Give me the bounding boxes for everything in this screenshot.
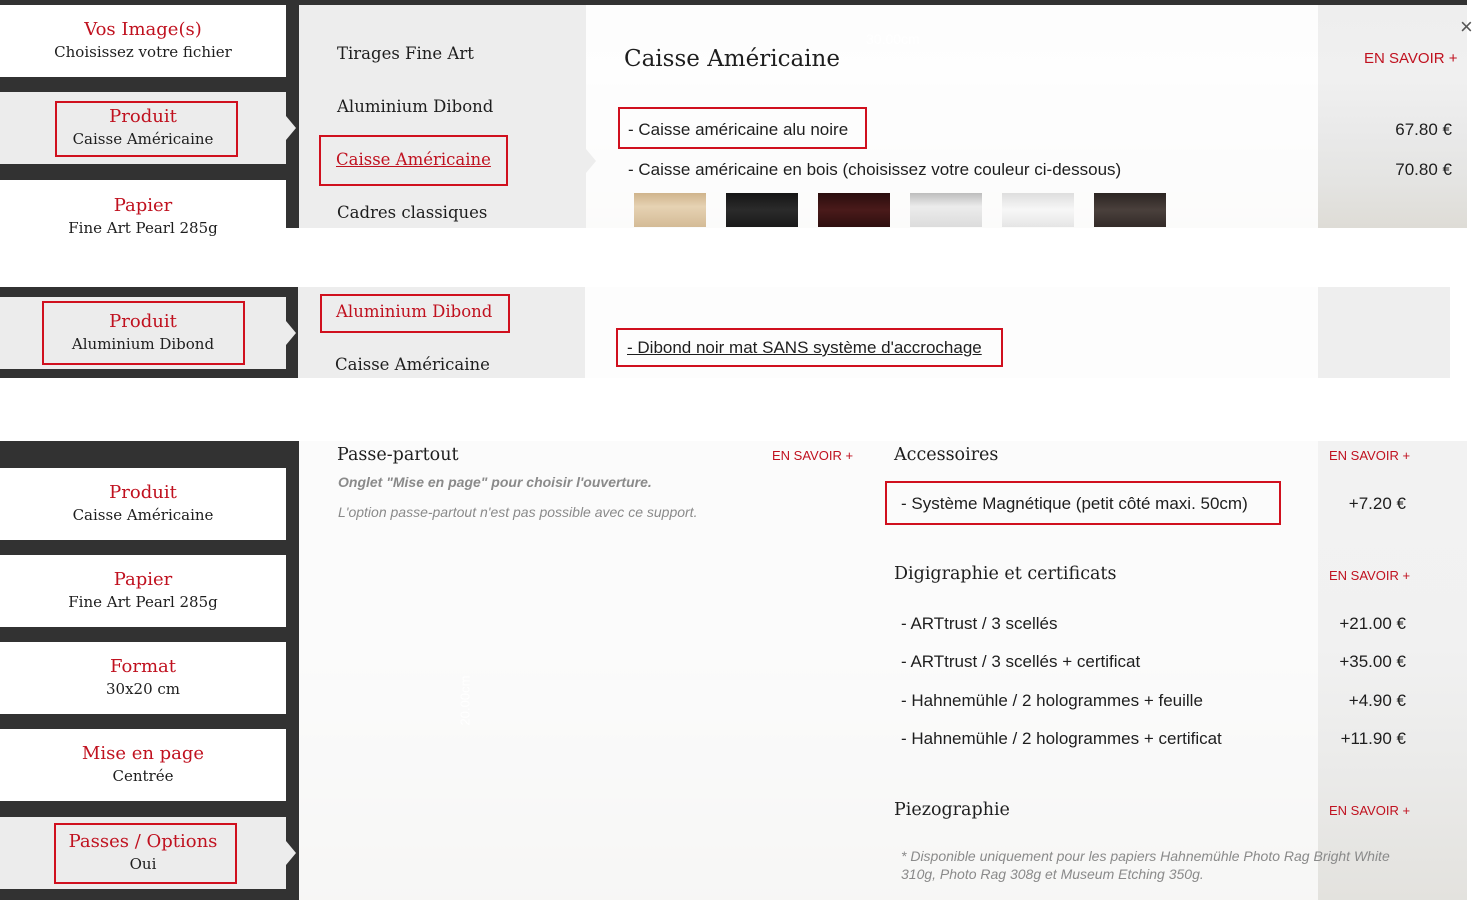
highlight-box: [55, 101, 238, 157]
sidebar-item-subtitle: Caisse Américaine: [72, 506, 214, 524]
panel-product-dibond: [0, 287, 1467, 378]
menu-item-caisse[interactable]: Caisse Américaine: [335, 355, 490, 374]
menu-item-tirages[interactable]: Tirages Fine Art: [337, 44, 474, 63]
en-savoir-link[interactable]: EN SAVOIR +: [1329, 448, 1411, 463]
sidebar-item-subtitle: Choisissez votre fichier: [54, 43, 232, 61]
swatch-bois-naturel[interactable]: [634, 193, 706, 227]
highlight-box: [319, 135, 508, 186]
sidebar-item-images[interactable]: [0, 5, 286, 77]
highlight-box: [320, 294, 510, 333]
highlight-box: [42, 301, 245, 365]
highlight-box: [616, 328, 1003, 367]
sidebar-item-subtitle: Centrée: [112, 767, 174, 785]
sidebar-item-papier[interactable]: [0, 180, 286, 240]
ruler-label: 20.00cm: [457, 675, 473, 726]
sidebar-item-title: Produit: [109, 106, 177, 127]
active-pointer: [286, 841, 296, 865]
option-price: +21.00 €: [1339, 614, 1406, 633]
sidebar-item-title: Format: [110, 656, 176, 677]
sidebar-item-subtitle: Fine Art Pearl 285g: [68, 593, 218, 611]
active-pointer: [286, 116, 296, 140]
sidebar-item-title: Mise en page: [81, 743, 205, 764]
option-price: +4.90 €: [1348, 691, 1406, 710]
option-systeme-magnetique[interactable]: - Système Magnétique (petit côté maxi. 50cm): [901, 494, 1248, 513]
digigraphie-title: Digigraphie et certificats: [894, 564, 1117, 584]
option-label: - Dibond noir mat SANS système d'accrochage: [627, 338, 982, 357]
en-savoir-link[interactable]: EN SAVOIR +: [772, 448, 854, 463]
option-price: +7.20 €: [1348, 494, 1406, 513]
swatch-noir[interactable]: [726, 193, 798, 227]
swatch-wenge[interactable]: [1094, 193, 1166, 227]
option-bois[interactable]: - Caisse américaine en bois (choisissez votre couleur ci-dessous): [628, 160, 1122, 179]
option-arttrust-certificat[interactable]: - ARTtrust / 3 scellés + certificat: [901, 652, 1141, 671]
option-price: 67.80 €: [1395, 120, 1452, 139]
passe-partout-title: Passe-partout: [337, 445, 459, 465]
sidebar-item-subtitle: Fine Art Pearl 285g: [68, 219, 218, 237]
menu-item-caisse[interactable]: Caisse Américaine: [336, 150, 491, 169]
piezographie-note: * Disponible uniquement pour les papiers Hahnemühle Photo Rag Bright White 310g, Photo Rag 308g et Museum Etching 350g.: [901, 848, 1390, 882]
option-arttrust-scelles[interactable]: - ARTtrust / 3 scellés: [901, 614, 1058, 633]
en-savoir-link[interactable]: EN SAVOIR +: [1329, 568, 1411, 583]
passe-partout-note: Onglet "Mise en page" pour choisir l'ouverture.: [338, 474, 652, 490]
sidebar-item-subtitle: Oui: [129, 855, 157, 873]
option-hahnemuhle-feuille[interactable]: - Hahnemühle / 2 hologrammes + feuille: [901, 691, 1203, 710]
menu-item-dibond[interactable]: Aluminium Dibond: [337, 97, 494, 116]
sidebar-item-produit[interactable]: [0, 468, 286, 540]
section-title: Caisse Américaine: [624, 46, 840, 72]
panel-product-caisse: [0, 0, 1473, 237]
swatch-blanc[interactable]: [910, 193, 982, 227]
panel-options: [0, 441, 1467, 900]
menu-item-cadres[interactable]: Cadres classiques: [337, 203, 488, 222]
en-savoir-link[interactable]: EN SAVOIR +: [1329, 803, 1411, 818]
highlight-box: [618, 107, 867, 149]
menu-pointer: [586, 149, 596, 173]
accessoires-title: Accessoires: [894, 445, 999, 465]
sidebar-item-subtitle: Caisse Américaine: [72, 130, 214, 148]
option-price: 70.80 €: [1395, 160, 1452, 179]
menu-item-dibond[interactable]: Aluminium Dibond: [336, 302, 493, 321]
option-price: +11.90 €: [1340, 729, 1406, 748]
close-icon[interactable]: ×: [1460, 14, 1473, 39]
sidebar-item-title: Passes / Options: [68, 831, 218, 852]
highlight-box: [885, 481, 1281, 525]
option-price: +35.00 €: [1339, 652, 1406, 671]
sidebar-item-title: Vos Image(s): [84, 19, 202, 40]
sidebar-item-subtitle: 30x20 cm: [105, 680, 181, 698]
sidebar-item-format[interactable]: [0, 642, 286, 714]
sidebar-item-papier[interactable]: [0, 555, 286, 627]
active-pointer: [286, 321, 296, 345]
sidebar-item-title: Produit: [109, 482, 177, 503]
submenu-background: [299, 5, 586, 228]
option-hahnemuhle-certificat[interactable]: - Hahnemühle / 2 hologrammes + certificat: [901, 729, 1222, 748]
sidebar-item-subtitle: Aluminium Dibond: [71, 335, 215, 353]
en-savoir-link[interactable]: EN SAVOIR +: [1364, 50, 1458, 67]
ruler-label: 30.00cm: [866, 31, 920, 47]
sidebar-item-title: Papier: [113, 195, 173, 216]
piezographie-title: Piezographie: [894, 800, 1010, 820]
sidebar-item-title: Produit: [109, 311, 177, 332]
highlight-box: [54, 823, 237, 884]
passe-partout-note: L'option passe-partout n'est pas possible avec ce support.: [338, 504, 698, 520]
option-alu-noire[interactable]: - Caisse américaine alu noire: [628, 120, 849, 139]
sidebar-item-mise-en-page[interactable]: [0, 729, 286, 801]
swatch-blanc-patine[interactable]: [1002, 193, 1074, 227]
sidebar-item-title: Papier: [113, 569, 173, 590]
swatch-acajou[interactable]: [818, 193, 890, 227]
